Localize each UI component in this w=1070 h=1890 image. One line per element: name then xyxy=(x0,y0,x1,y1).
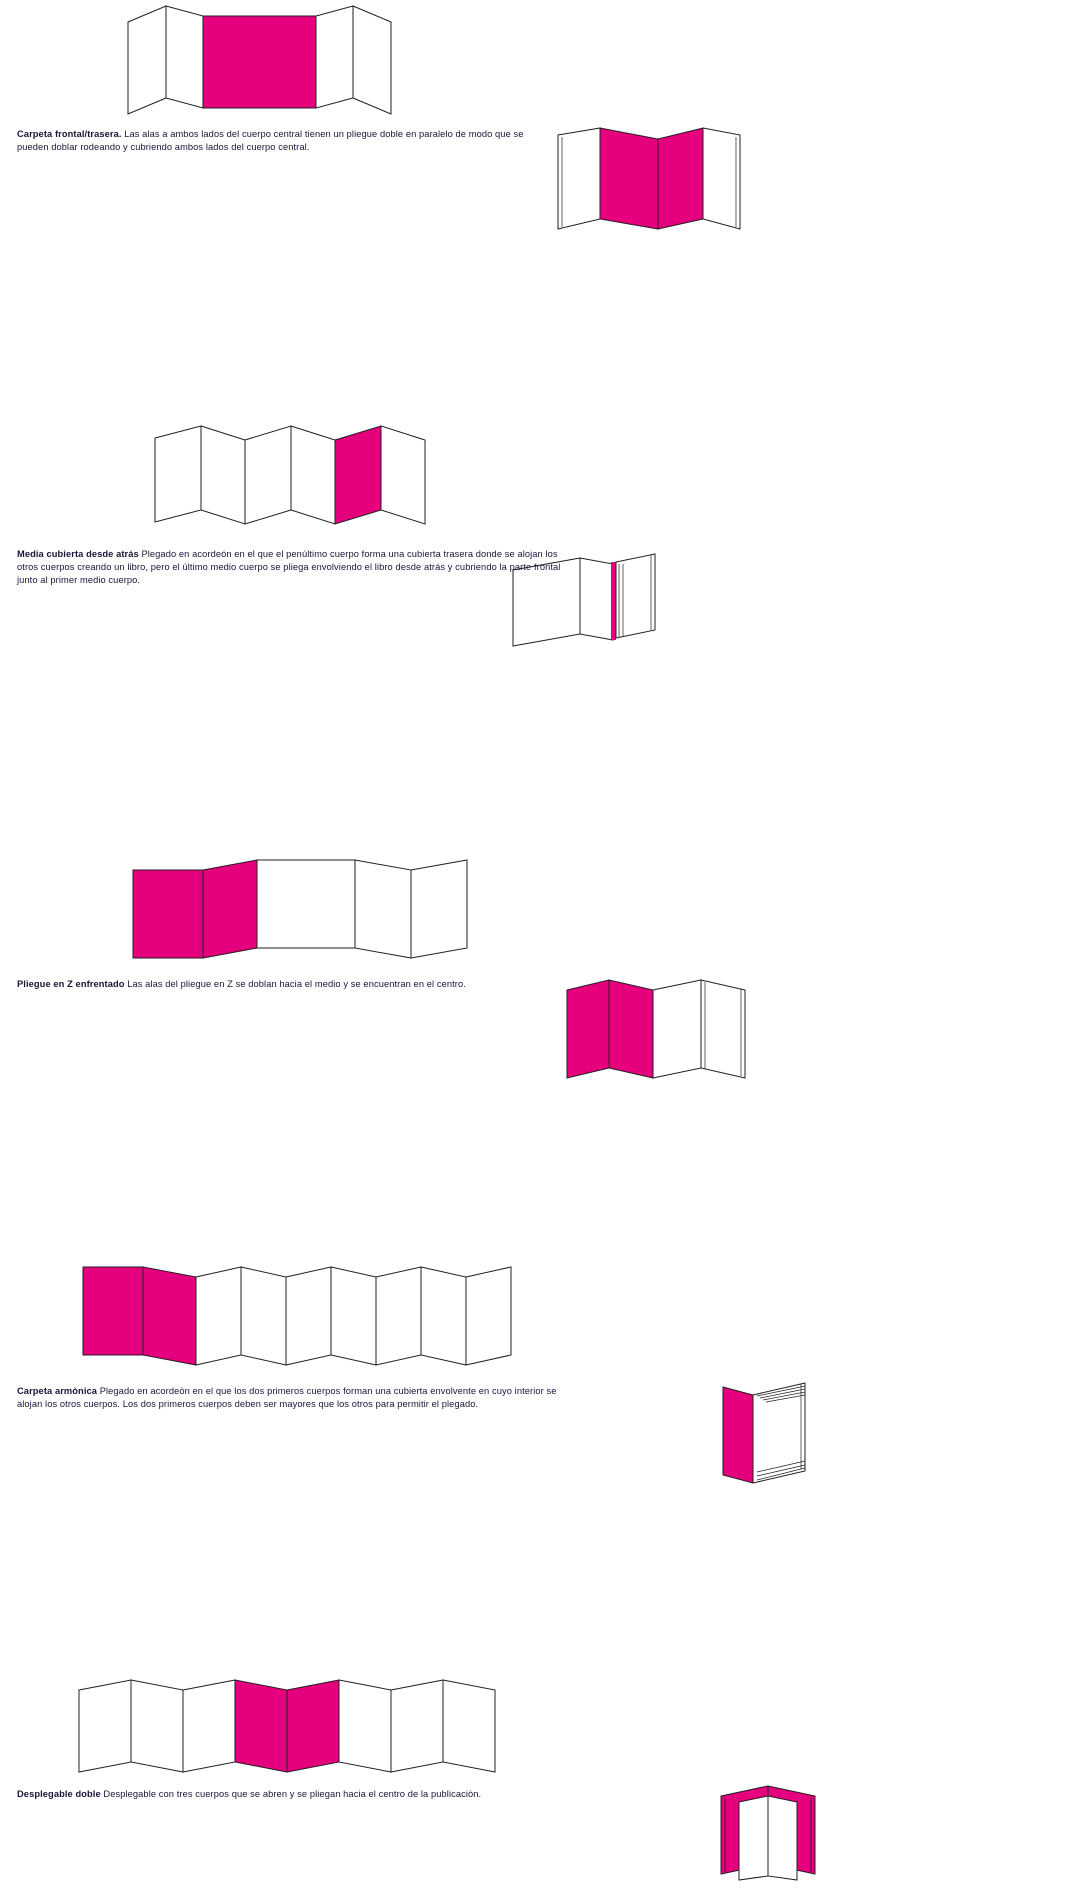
description-desplegable-doble: Desplegable con tres cuerpos que se abren y se pliegan hacia el centro de la publicaciòn. xyxy=(100,1789,482,1799)
section-carpeta-frontal-trasera xyxy=(0,0,600,250)
term-carpeta-frontal-trasera: Carpeta frontal/trasera. xyxy=(17,129,122,139)
description-carpeta-frontal-trasera: Las alas a ambos lados del cuerpo central tienen un pliegue doble en paralelo de modo que se pueden doblar rodeando y cubriendo ambos lados del cuerpo central. xyxy=(17,129,524,153)
term-pliegue-en-z-enfrentado: Pliegue en Z enfrentado xyxy=(17,979,125,989)
caption-desplegable-doble xyxy=(17,1788,572,1801)
section-media-cubierta-desde-atras xyxy=(0,250,600,586)
term-carpeta-armonica: Carpeta armònica xyxy=(17,1386,98,1396)
term-media-cubierta-desde-atras: Media cubierta desde atrás xyxy=(17,549,139,559)
description-pliegue-en-z-enfrentado: Las alas del pliegue en Z se doblan hacia el medio y se encuentran en el centro. xyxy=(124,979,466,989)
description-carpeta-armonica: Plegado en acordeòn en el que los dos primeros cuerpos forman una cubierta envolvente en cuyo interior se alojan los otros cuerpos. Los dos primeros cuerpos deben ser mayores que los otros para permitir el plegado. xyxy=(17,1386,557,1410)
description-media-cubierta-desde-atras: Plegado en acordeón en el que el penúltimo cuerpo forma una cubierta trasera donde se alojan los otros cuerpos creando un libro, pero el último medio cuerpo se pliega envolviendo el libro desde atrás y cubriendo la parte frontal junto al primer medio cuerpo. xyxy=(17,549,561,586)
section-pliegue-en-z-enfrentado xyxy=(0,490,600,989)
caption-carpeta-frontal-trasera xyxy=(17,128,547,154)
term-desplegable-doble: Desplegable doble xyxy=(17,1789,101,1799)
gatefold-layout-center-pink xyxy=(0,1670,600,1780)
caption-carpeta-armonica xyxy=(17,1385,572,1411)
flat-layout-5-panels-center-pink xyxy=(0,0,600,125)
accordion-long-layout-two-pink-left xyxy=(0,1255,600,1375)
